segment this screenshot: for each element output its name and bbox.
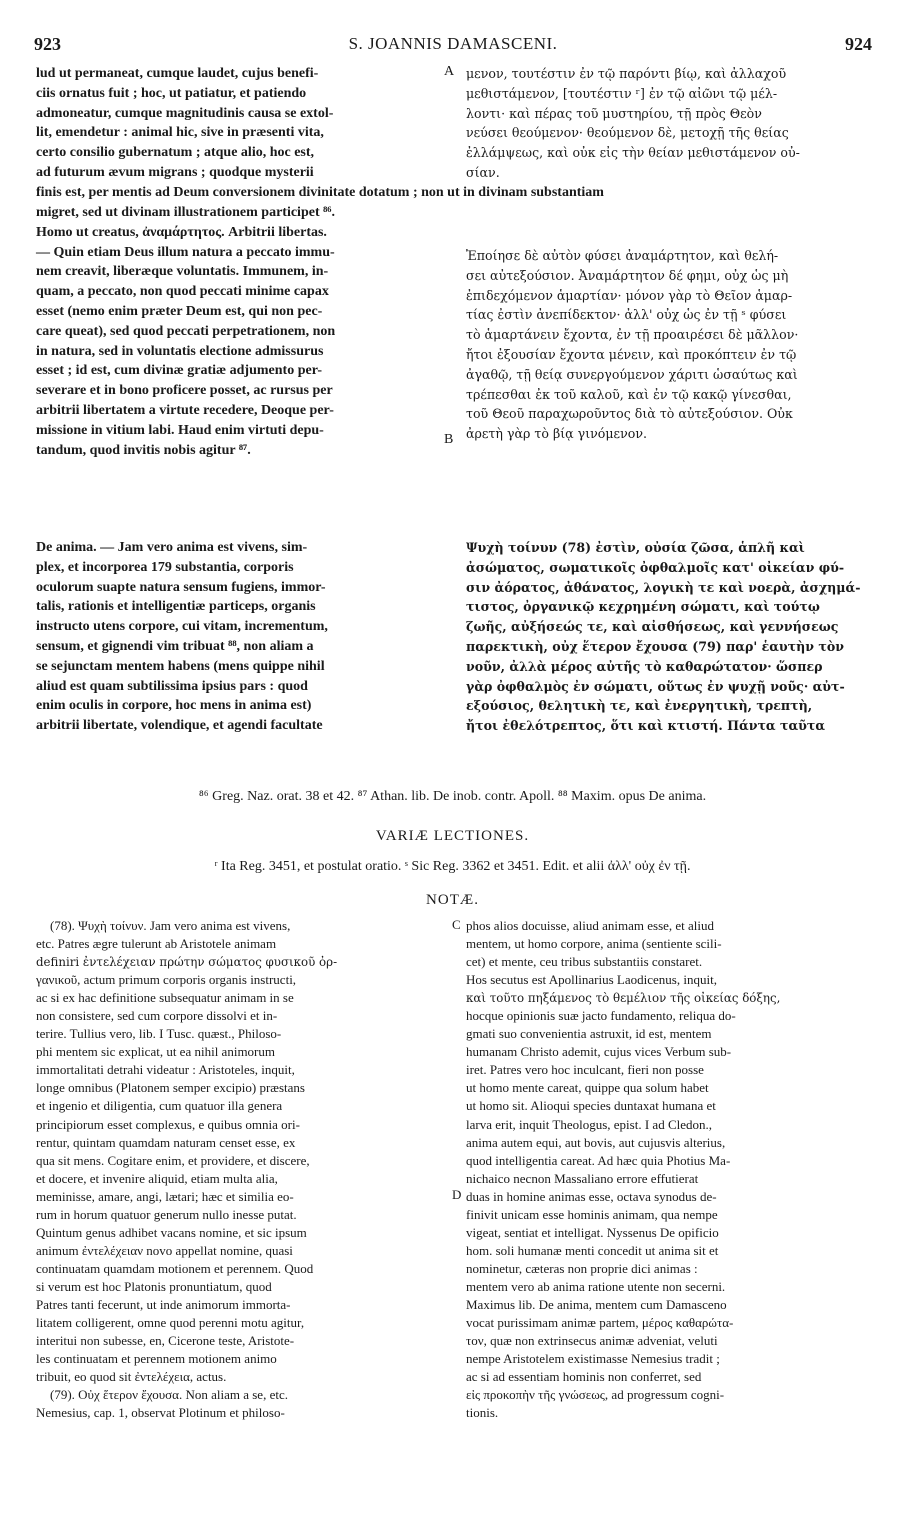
text-line: longe omnibus (Platonem semper excipio) præstans — [36, 1080, 305, 1096]
text-line: tribuit, eo quod sit ἐντελέχεια, actus. — [36, 1369, 227, 1385]
text-line: νεύσει θεούμενον· θεούμενον δὲ, μετοχῇ τῆς θείας — [466, 125, 789, 141]
text-line: σιν ἀόρατος, ἀθάνατος, λογικὴ τε καὶ νοερὰ, ἀσχημά- — [466, 579, 861, 595]
text-line: terire. Tullius vero, lib. I Tusc. quæst., Philoso- — [36, 1026, 282, 1042]
margin-letter-c: C — [452, 917, 461, 932]
page-number-left: 923 — [34, 34, 61, 54]
text-line: definiri ἐντελέχειαν πρώτην σώματος φυσικοῦ ὀρ- — [36, 955, 338, 970]
text-line: gmati suo convenientia astruxit, id est, mentem — [466, 1026, 712, 1042]
text-line: ζωῆς, αὐξήσεώς τε, καὶ αἰσθήσεως, καὶ γεννήσεως — [466, 619, 839, 635]
text-line: mentem, ut homo corpore, anima (sentiente scili- — [466, 936, 722, 952]
text-line: qua sit mens. Cogitare enim, et providere, et discere, — [36, 1152, 310, 1168]
text-line: nichaico necnon Massaliano errore effutierat — [466, 1170, 699, 1186]
text-line: se sejunctam mentem habens (mens quippe nihil — [36, 658, 325, 674]
text-line: εξούσιος, θελητικὴ τε, καὶ ἐνεργητικὴ, τρεπτὴ, — [466, 698, 813, 714]
text-line: μενον, τουτέστιν ἐν τῷ παρόντι βίῳ, καὶ ἀλλαχοῦ — [466, 66, 787, 81]
text-line: phos alios docuisse, aliud animam esse, et aliud — [466, 918, 715, 933]
text-line: tionis. — [466, 1405, 499, 1421]
text-line: ἀγαθῷ, τῇ θείᾳ συνεργούμενον χάριτι ὡσαύτως καὶ — [466, 366, 798, 382]
text-line: duas in homine animas esse, octava synodus de- — [466, 1188, 717, 1204]
text-line: quam, a peccato, non quod peccati minime capax — [36, 284, 329, 300]
text-line: enim oculis in corpore, hoc mens in anima est) — [36, 698, 312, 714]
running-title: S. JOANNIS DAMASCENI. — [348, 34, 558, 53]
text-line: vigeat, sentiat et intelligat. Nyssenus De opificio — [466, 1224, 719, 1240]
varia-text: ʳ Ita Reg. 3451, et postulat oratio. ˢ Sic Reg. 3362 et 3451. Edit. et alii ἀλλ' οὐχ ἐν τῇ. — [214, 859, 691, 874]
latin-column-a — [36, 64, 434, 183]
text-line: immortalitati detrahi videatur : Aristoteles, inquit, — [36, 1062, 295, 1078]
text-line: ἤτοι ἐθελότρεπτος, ὅτι καὶ κτιστή. Πάντα ταῦτα — [466, 718, 826, 734]
text-line: si verum est hoc Platonis pronuntiatum, quod — [36, 1278, 272, 1294]
text-line: Hos secutus est Apollinarius Laodicenus, inquit, — [466, 972, 717, 988]
text-line: τὸ ἁμαρτάνειν ἔχοντα, ἐν τῇ προαιρέσει δὲ μᾶλλον· — [466, 327, 799, 343]
latin-column-b — [36, 203, 434, 460]
text-line: lit, emendetur : animal hic, sive in præsenti vita, — [36, 125, 324, 141]
text-line: ἀρετὴ γὰρ τὸ βίᾳ γινόμενον. — [466, 426, 647, 442]
text-line: (78). Ψυχὴ τοίνυν. Jam vero anima est vivens, — [50, 918, 291, 933]
margin-letter-b: B — [444, 432, 454, 447]
varia-title: VARIÆ LECTIONES. — [375, 828, 530, 844]
margin-letter-a: A — [444, 64, 455, 79]
text-line: γανικοῦ, actum primum corporis organis instructi, — [36, 972, 297, 988]
text-line: nempe Aristotelem existimasse Nemesius tradit ; — [466, 1351, 720, 1367]
text-line: τον, quæ non extrinsecus animæ adveniat, veluti — [466, 1333, 718, 1349]
text-line: ἀσώματος, σωματικοῖς ὀφθαλμοῖς κατ' οἰκείαν φύ- — [466, 559, 845, 575]
text-line: finivit unicam esse hominis animam, qua nempe — [466, 1206, 718, 1222]
notes-column-right — [466, 917, 872, 1422]
footnotes: ⁸⁶ Greg. Naz. orat. 38 et 42. ⁸⁷ Athan. lib. De inob. contr. Apoll. ⁸⁸ Maxim. opus De anima. — [198, 789, 707, 804]
notae-title: NOTÆ. — [426, 892, 479, 908]
text-line: γὰρ ὀφθαλμὸς ἐν σώματι, οὕτως ἐν ψυχῇ νοῦς· αὐτ- — [466, 678, 845, 694]
text-line: ut homo mente careat, quippe qua solum habet — [466, 1080, 709, 1096]
greek-column-c — [466, 538, 872, 736]
greek-column-b — [466, 246, 872, 444]
text-line: mentem vero ab anima ratione utente non secerni. — [466, 1278, 726, 1294]
text-line: ac si ex hac definitione subsequatur animam in se — [36, 990, 294, 1006]
text-line: hocque opinionis suæ jacto fundamento, reliqua do- — [466, 1008, 736, 1024]
text-line: phi mentem sic explicat, ut ea nihil animorum — [36, 1044, 275, 1060]
text-line: μεθιστάμενον, [τουτέστιν ʳ] ἐν τῷ αἰῶνι τῷ μέλ- — [466, 85, 778, 101]
text-line: arbitrii libertate, volendique, et agendi facultate — [36, 718, 323, 734]
text-line: Nemesius, cap. 1, observat Plotinum et philoso- — [36, 1405, 285, 1421]
text-line: λοντι· καὶ πέρας τοῦ μυστηρίου, τῇ πρὸς Θεὸν — [466, 105, 762, 121]
text-line: τιστος, ὀργανικῷ κεχρημένη σώματι, καὶ τούτῳ — [466, 599, 820, 615]
text-line: instructo utens corpore, cui vitam, incrementum, — [36, 619, 328, 635]
text-line: etc. Patres ægre tulerunt ab Aristotele animam — [36, 936, 277, 952]
text-line: missione in vitium labi. Haud enim virtuti depu- — [36, 422, 324, 438]
text-line: larva erit, inquit Theologus, epist. I ad Cledon., — [466, 1116, 712, 1132]
page-number-right: 924 — [845, 34, 872, 54]
text-line: humanam Christo ademit, cujus vices Verbum sub- — [466, 1044, 732, 1060]
text-line: Quintum genus adhibet vacans nomine, et sic ipsum — [36, 1224, 307, 1240]
text-line: et ingenio et diligentia, cum quatuor illa genera — [36, 1098, 283, 1114]
text-line: σίαν. — [466, 164, 500, 180]
page-header — [34, 34, 872, 58]
text-line: plex, et incorporea 179 substantia, corporis — [36, 559, 294, 575]
text-line: cet) et mente, ceu tribus substantiis constaret. — [466, 954, 703, 970]
text-line: σει αὐτεξούσιον. Ἀναμάρτητον δέ φημι, οὐχ ὡς μὴ — [466, 267, 789, 283]
text-line: ciis ornatus fuit ; hoc, ut patiatur, et patiendo — [36, 85, 307, 101]
text-line: ac si ad essentiam hominis non conferret, sed — [466, 1369, 702, 1385]
text-line: Maximus lib. De anima, mentem cum Damasceno — [466, 1296, 727, 1312]
text-line: ad futurum ævum migrans ; quodque mysterii — [36, 164, 314, 180]
text-line: hom. soli humanæ menti concedit ut anima sit et — [466, 1242, 719, 1258]
text-line: et docere, et invenire aliquid, etiam multa alia, — [36, 1170, 278, 1186]
text-line: ἐπιδεχόμενον ἁμαρτίαν· μόνον γὰρ τὸ Θεῖον ἁμαρ- — [466, 287, 793, 303]
text-line: les continuatam et perennem motionem animo — [36, 1351, 277, 1367]
text-line: τίας ἐστὶν ἀνεπίδεκτον· ἀλλ' οὐχ ὡς ἐν τῇ ˢ φύσει — [466, 307, 787, 323]
text-line: in natura, sed in voluntatis electione admissurus — [36, 343, 324, 359]
text-line: (79). Οὐχ ἕτερον ἔχουσα. Non aliam a se, etc. — [50, 1387, 288, 1403]
text-line: Ψυχὴ τοίνυν (78) ἐστὶν, οὐσία ζῶσα, ἁπλῆ καὶ — [466, 540, 805, 555]
notes-column-left — [36, 917, 444, 1422]
text-line: sensum, et gignendi vim tribuat ⁸⁸, non aliam a — [36, 638, 314, 654]
text-line: interitui non subesse, en, Cicerone teste, Aristote- — [36, 1333, 295, 1349]
text-line: quod intelligentia careat. Ad hæc quia Photius Ma- — [466, 1152, 731, 1168]
text-line: τοῦ Θεοῦ παραχωροῦντος διὰ τὸ αὐτεξούσιον. Οὐκ — [466, 406, 793, 422]
text-line: esset (nemo enim præter Deum est, qui non pec- — [36, 303, 323, 319]
text-line: rum in horum quatuor generum nullo inesse putat. — [36, 1206, 297, 1222]
text-line: παρεκτικὴ, οὐχ ἕτερον ἔχουσα (79) παρ' ἑαυτὴν τὸν — [466, 638, 845, 654]
text-line: Ἐποίησε δὲ αὐτὸν φύσει ἀναμάρτητον, καὶ θελή- — [466, 248, 779, 263]
text-line: severare et in bono proficere posset, ac rursus per — [36, 383, 333, 399]
text-line: nem creavit, liberæque voluntatis. Immunem, in- — [36, 264, 329, 280]
text-line: migret, sed ut divinam illustrationem participet ⁸⁶. — [36, 205, 336, 220]
text-line: anima autem equi, aut bovis, aut cujusvis alterius, — [466, 1134, 726, 1150]
text-line: tandum, quod invitis nobis agitur ⁸⁷. — [36, 442, 251, 458]
text-line: oculorum suapte natura sensum fugiens, immor- — [36, 579, 326, 595]
text-line: εἰς προκοπὴν τῆς γνώσεως, ad progressum cogni- — [466, 1387, 725, 1403]
text-line: arbitrii libertatem a virtute recedere, Deoque per- — [36, 402, 334, 418]
text-line: ἤτοι ἐξουσίαν ἔχοντα μένειν, καὶ προκόπτειν ἐν τῷ — [466, 346, 797, 362]
text-line: talis, rationis et intelligentiæ particeps, organis — [36, 599, 316, 615]
text-line: care queat), sed quod peccati perpetrationem, non — [36, 323, 336, 339]
text-line: Patres tanti fecerunt, ut inde animorum immorta- — [36, 1296, 291, 1312]
text-line: ut homo sit. Alioqui species duntaxat humana et — [466, 1098, 716, 1114]
text-line: esset ; id est, cum divinæ gratiæ adjumento per- — [36, 363, 323, 379]
text-line: τρέπεσθαι ἐκ τοῦ καλοῦ, καὶ ἐν τῷ κακῷ γίνεσθαι, — [466, 386, 792, 402]
greek-column-a — [466, 64, 872, 183]
margin-letter-d: D — [452, 1187, 462, 1202]
text-line: lud ut permaneat, cumque laudet, cujus benefi- — [36, 66, 319, 81]
text-line: rentur, quintam quamdam naturam censet esse, ex — [36, 1134, 296, 1150]
text-line: non consistere, sed cum corpore dissolvi et in- — [36, 1008, 278, 1024]
text-line: vocat purissimam animæ partem, μέρος καθαρώτα- — [466, 1315, 734, 1331]
text-line: Homo ut creatus, ἀναμάρτητος. Arbitrii libertas. — [36, 224, 327, 240]
text-line: certo consilio gubernatum ; atque alio, hoc est, — [36, 145, 315, 161]
text-line: meminisse, amare, angi, lætari; hæc et similia eo- — [36, 1188, 294, 1204]
latin-column-c — [36, 538, 434, 736]
text-line: continuatam quamdam motionem et perennem. Quod — [36, 1260, 314, 1276]
text-line: finis est, per mentis ad Deum conversionem divinitate dotatum ; non ut in divinam substantiam — [36, 185, 604, 200]
text-line: aliud est quam subtilissima ipsius pars : quod — [36, 678, 308, 694]
text-line: animum ἐντελέχειαν novo appellat nomine, quasi — [36, 1242, 293, 1258]
text-line: De anima. — Jam vero anima est vivens, sim- — [36, 540, 308, 555]
text-line: nominetur, cæteras non proprie dici animas : — [466, 1260, 698, 1276]
text-line: principiorum esset complexus, e quibus omnia ori- — [36, 1116, 300, 1132]
text-line: καὶ τοῦτο πηξάμενος τὸ θεμέλιον τῆς οἰκείας δόξης, — [466, 991, 781, 1006]
text-line: iret. Patres vero hoc inculcant, fieri non posse — [466, 1062, 704, 1078]
text-line: admoneatur, cumque magnitudinis causa se extol- — [36, 105, 334, 121]
text-line: ἐλλάμψεως, καὶ οὐκ εἰς τὴν θείαν μεθιστάμενον οὐ- — [466, 145, 800, 161]
full-width-line — [36, 183, 872, 203]
text-line: litatem colligerent, omne quod perenni motu agitur, — [36, 1315, 305, 1331]
text-line: νοῦν, ἀλλὰ μέρος αὐτῆς τὸ καθαρώτατον· ὥσπερ — [466, 658, 823, 674]
text-line: — Quin etiam Deus illum natura a peccato immu- — [36, 244, 335, 260]
